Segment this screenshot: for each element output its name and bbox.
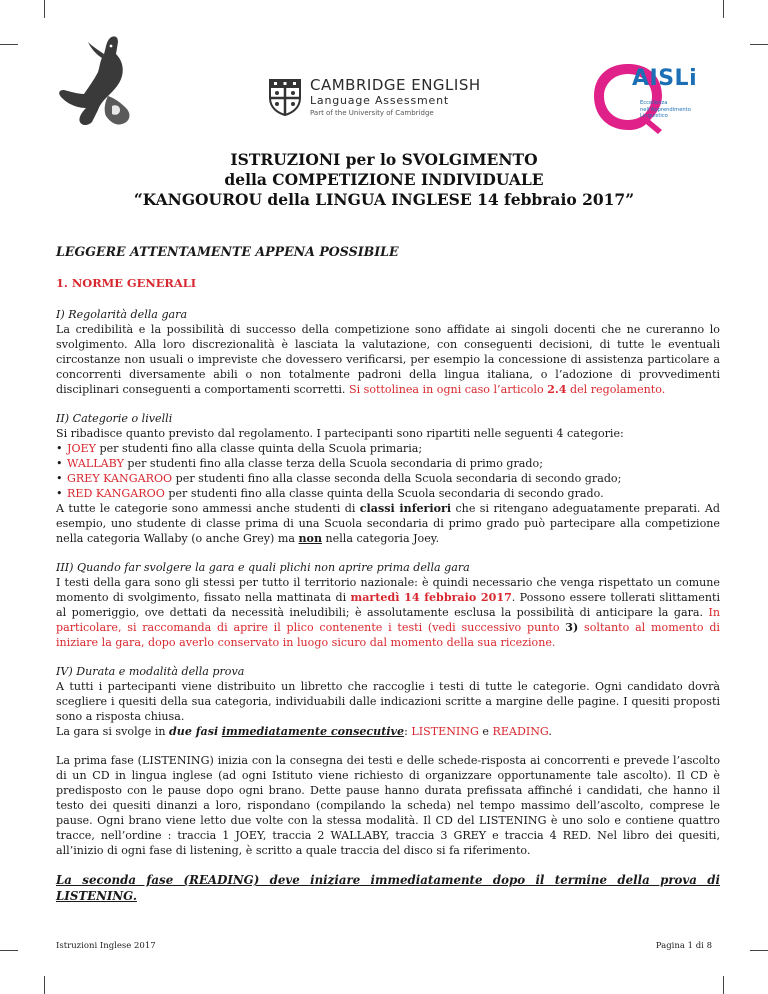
category-name: RED KANGAROO bbox=[67, 487, 165, 500]
paragraph-text: . Possono essere tollerati slittamenti al pomeriggio, ove dettati da necessità ineludibili; è assolutamente esclusa la possibilità di anticipare la gara. bbox=[56, 591, 720, 619]
paragraph-durata bbox=[56, 664, 720, 739]
crop-mark bbox=[723, 976, 724, 994]
aisli-logo bbox=[588, 60, 708, 144]
highlight-text: del regolamento. bbox=[566, 383, 666, 396]
category-name: GREY KANGAROO bbox=[67, 472, 173, 485]
emphasis-text: due fasi bbox=[169, 725, 219, 738]
warning-heading: LEGGERE ATTENTAMENTE APPENA POSSIBILE bbox=[56, 244, 399, 259]
page-number: Pagina 1 di 8 bbox=[655, 941, 712, 951]
subsection-heading: II) Categorie o livelli bbox=[56, 412, 173, 425]
category-desc: per studenti fino alla classe quinta della Scuola secondaria di secondo grado. bbox=[164, 487, 604, 500]
category-desc: per studenti fino alla classe terza della Scuola secondaria di primo grado; bbox=[123, 457, 543, 470]
category-name: JOEY bbox=[67, 442, 96, 455]
document-body bbox=[56, 244, 720, 918]
paragraph-text: A tutte le categorie sono ammessi anche studenti di bbox=[56, 502, 360, 515]
title-line-2: della COMPETIZIONE INDIVIDUALE bbox=[224, 170, 544, 189]
category-list bbox=[56, 441, 720, 501]
list-item bbox=[56, 471, 720, 486]
emphasis-text: non bbox=[298, 532, 323, 545]
cambridge-title: CAMBRIDGE ENGLISH bbox=[310, 76, 481, 94]
paragraph-text: La credibilità e la possibilità di successo della competizione sono affidate ai singoli docenti che ne cureranno lo svolgimento. Alla loro discrezionalità è lasciata la valutazione, con conseguenti decisioni, di tutte le eventuali circostanze non usuali o impreviste che dovessero verificarsi, per esempio la concessione di assistenza particolare a concorrenti diversamente abili o non totalmente padroni della lingua italiana, o l’adozione di provvedimenti disciplinari conseguenti a comportamenti scorretti. bbox=[56, 323, 720, 396]
cambridge-english-logo bbox=[268, 76, 481, 120]
cambridge-shield-icon bbox=[268, 78, 302, 116]
phase-name: READING bbox=[492, 725, 549, 738]
highlight-text: Si sottolinea in ogni caso l’articolo bbox=[348, 383, 548, 396]
paragraph-text: La gara si svolge in bbox=[56, 725, 170, 738]
category-desc: per studenti fino alla classe seconda della Scuola secondaria di secondo grado; bbox=[172, 472, 622, 485]
paragraph-text: nella categoria Joey. bbox=[322, 532, 440, 545]
cambridge-university-line: Part of the University of Cambridge bbox=[310, 109, 434, 117]
list-item bbox=[56, 456, 720, 471]
subsection-heading: IV) Durata e modalità della prova bbox=[56, 665, 245, 678]
list-item bbox=[56, 486, 720, 501]
document-title bbox=[0, 150, 768, 210]
article-number: 2.4 bbox=[547, 383, 567, 396]
cambridge-subtitle: Language Assessment bbox=[310, 94, 449, 107]
paragraph-listening: La prima fase (LISTENING) inizia con la consegna dei testi e delle schede-risposta ai concorrenti e prevede l’ascolto di un CD in lingua inglese (ad ogni Istituto viene richiesto di organizzare opportunamente tale ascolto). Il CD è predisposto con le pause dopo ogni brano. Dette pause hanno durata prefissata affinché i candidati, che hanno il testo dei quesiti dinanzi a loro, rispondano (compilando la scheda) nel tempo massimo dell’ascolto, comprese le pause. Ogni brano viene letto due volte con la stessa modalità. Il CD del LISTENING è uno solo e contiene quattro tracce, nell’ordine : traccia 1 JOEY, traccia 2 WALLABY, traccia 3 GREY e traccia 4 RED. Nel libro dei quesiti, all’inizio di ogni fase di listening, è scritto a quale traccia del disco si fa riferimento. bbox=[56, 754, 720, 857]
paragraph-text: e bbox=[478, 725, 493, 738]
section-title: 1. NORME GENERALI bbox=[56, 276, 197, 290]
aisli-wordmark: AISLi bbox=[632, 66, 698, 91]
list-item bbox=[56, 441, 720, 456]
paragraph-text: che si ritengano adeguatamente preparati. Ad esempio, uno studente di classe prima di una Scuola secondaria di primo grado può partecipare alla competizione nella categoria Wallaby (o anche Grey) ma bbox=[56, 502, 720, 545]
highlight-text: In particolare, si raccomanda di aprire il plico contenente i testi (vedi successivo punto bbox=[56, 606, 720, 634]
paragraph-text: I testi della gara sono gli stessi per tutto il territorio nazionale: è quindi necessario che venga rispettato un comune momento di svolgimento, fissato nella mattinata di bbox=[56, 576, 720, 604]
kangaroo-logo bbox=[48, 32, 148, 132]
paragraph-text: . bbox=[548, 725, 552, 738]
category-desc: per studenti fino alla classe quinta della Scuola primaria; bbox=[95, 442, 423, 455]
paragraph-text: : bbox=[404, 725, 412, 738]
title-line-1: ISTRUZIONI per lo SVOLGIMENTO bbox=[230, 150, 538, 169]
crop-mark bbox=[750, 950, 768, 951]
phase-name: LISTENING bbox=[411, 725, 479, 738]
page-header bbox=[0, 0, 768, 140]
paragraph-regolarita bbox=[56, 307, 720, 397]
paragraph-reading-note: La seconda fase (READING) deve iniziare immediatamente dopo il termine della prova di LISTENING. bbox=[56, 873, 720, 903]
aisli-tagline: Eccellenza nell'Apprendimento Linguistico bbox=[640, 100, 691, 119]
title-line-3: “KANGOUROU della LINGUA INGLESE 14 febbraio 2017” bbox=[133, 190, 635, 209]
competition-date: martedì 14 febbraio 2017 bbox=[350, 591, 512, 604]
paragraph-text: A tutti i partecipanti viene distribuito un libretto che raccoglie i testi di tutte le categorie. Ogni candidato dovrà scegliere i quesiti della sua categoria, individuabili dalle indicazioni scritte a margine delle pagine. I quesiti proposti sono a risposta chiusa. bbox=[56, 680, 720, 723]
paragraph-quando bbox=[56, 560, 720, 650]
emphasis-text: classi inferiori bbox=[359, 502, 452, 515]
highlight-text: soltanto al momento di iniziare la gara, dopo averlo conservato in luogo sicuro dal momento della sua ricezione. bbox=[56, 621, 720, 649]
emphasis-text: immediatamente consecutive bbox=[221, 725, 405, 738]
crop-mark bbox=[44, 976, 45, 994]
point-reference: 3) bbox=[565, 621, 579, 634]
footer-left: Istruzioni Inglese 2017 bbox=[56, 941, 156, 951]
paragraph-text: Si ribadisce quanto previsto dal regolamento. I partecipanti sono ripartiti nelle seguenti 4 categorie: bbox=[56, 427, 624, 440]
subsection-heading: I) Regolarità della gara bbox=[56, 308, 188, 321]
paragraph-categorie bbox=[56, 411, 720, 546]
crop-mark bbox=[0, 950, 18, 951]
subsection-heading: III) Quando far svolgere la gara e quali plichi non aprire prima della gara bbox=[56, 561, 470, 574]
category-name: WALLABY bbox=[67, 457, 124, 470]
